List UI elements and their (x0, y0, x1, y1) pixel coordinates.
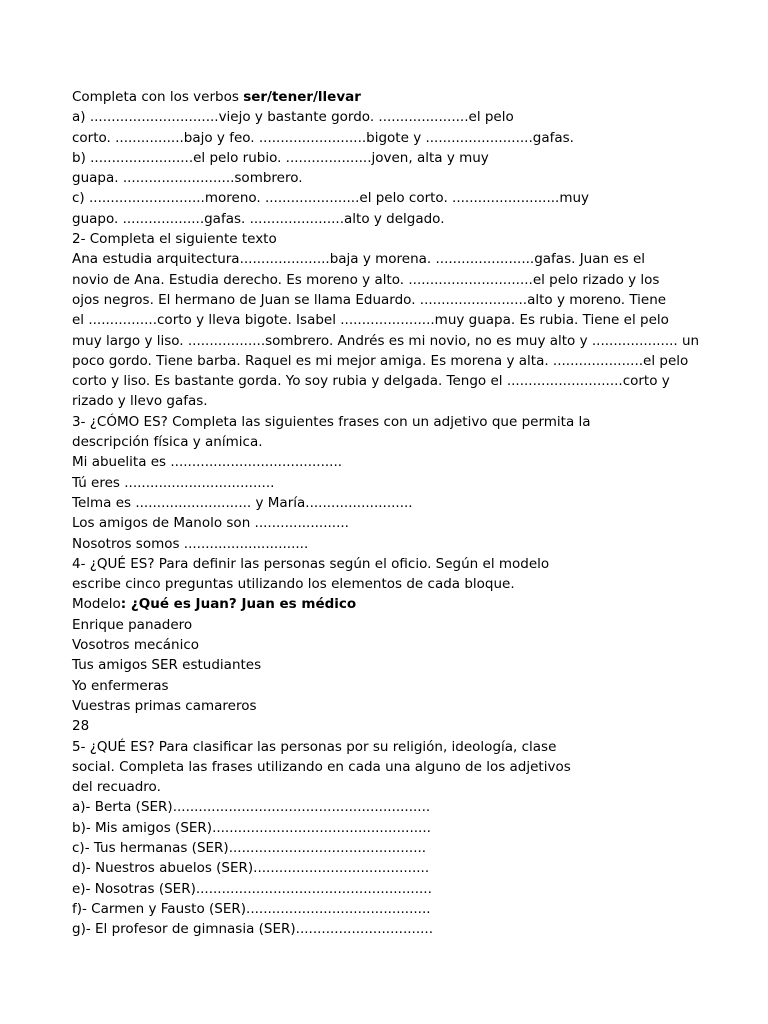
exercise1-line: a) ..............................viejo y bastante gordo. .....................el pelo (72, 109, 514, 126)
exercise3-sentence: Nosotros somos ............................. (72, 535, 309, 552)
exercise5-item: g)- El profesor de gimnasia (SER)................................ (72, 921, 433, 938)
exercise3-sentence: Telma es ........................... y María......................... (72, 494, 413, 511)
exercise5-item: e)- Nosotras (SER)....................................................... (72, 880, 432, 897)
page-number: 28 (72, 718, 90, 735)
model-example: : ¿Qué es Juan? Juan es médico (120, 596, 357, 613)
exercise3-title: descripción física y anímica. (72, 434, 263, 451)
exercise2-text-line: muy largo y liso. ..................sombrero. Andrés es mi novio, no es muy alto y .................... un (72, 332, 700, 349)
exercise1-line: guapo. ...................gafas. ......................alto y delgado. (72, 210, 445, 227)
exercise2-text-line: ojos negros. El hermano de Juan se llama Eduardo. .........................alto y moreno. Tiene (72, 291, 667, 308)
exercise5-title: social. Completa las frases utilizando en cada una alguno de los adjetivos (72, 758, 571, 775)
exercise5-item: b)- Mis amigos (SER)................................................... (72, 819, 431, 836)
exercise5-title: 5- ¿QUÉ ES? Para clasificar las personas por su religión, ideología, clase (72, 738, 557, 755)
exercise4-prompt: Tus amigos SER estudiantes (72, 657, 262, 674)
exercise5-item: c)- Tus hermanas (SER).............................................. (72, 839, 427, 856)
exercise-5 (72, 737, 702, 940)
exercise-4 (72, 554, 702, 716)
exercise2-text-line: el ................corto y lleva bigote. Isabel ......................muy guapa. Es rubia. Tiene el pelo (72, 312, 669, 329)
exercise4-prompt: Yo enfermeras (72, 677, 169, 694)
exercise1-line: guapa. ..........................sombrero. (72, 170, 303, 187)
exercise5-title: del recuadro. (72, 779, 161, 796)
exercise1-line: b) ........................el pelo rubio. ....................joven, alta y muy (72, 149, 489, 166)
exercise3-sentence: Tú eres ................................... (72, 474, 275, 491)
exercise4-prompt: Vuestras primas camareros (72, 697, 257, 714)
exercise4-title: escribe cinco preguntas utilizando los elementos de cada bloque. (72, 576, 515, 593)
instruction-text: Completa con los verbos (72, 89, 244, 105)
exercise5-item: f)- Carmen y Fausto (SER)........................................... (72, 900, 431, 917)
exercise1-line: c) ...........................moreno. ......................el pelo corto. .........................muy (72, 190, 590, 207)
exercise4-title: 4- ¿QUÉ ES? Para definir las personas según el oficio. Según el modelo (72, 555, 550, 572)
verbs-list: ser/tener/llevar (243, 89, 361, 105)
exercise5-item: d)- Nuestros abuelos (SER)......................................... (72, 860, 430, 877)
exercise4-model (72, 594, 702, 614)
exercise1-line: corto. ................bajo y feo. .........................bigote y .........................gafas. (72, 129, 574, 146)
exercise-2 (72, 229, 702, 412)
model-label: Modelo (72, 596, 121, 613)
exercise4-prompt: Vosotros mecánico (72, 637, 200, 654)
exercise2-text-line: poco gordo. Tiene barba. Raquel es mi mejor amiga. Es morena y alta. .....................el pelo (72, 352, 689, 369)
exercise2-text-line: rizado y llevo gafas. (72, 393, 208, 410)
exercise1-instruction (72, 87, 702, 107)
exercise5-item: a)- Berta (SER)............................................................ (72, 799, 431, 816)
exercise3-sentence: Los amigos de Manolo son ...................... (72, 515, 349, 532)
exercise3-title: 3- ¿CÓMO ES? Completa las siguientes frases con un adjetivo que permita la (72, 413, 591, 430)
exercise-3 (72, 412, 702, 554)
exercise2-text-line: Ana estudia arquitectura.....................baja y morena. .......................gafas. Juan es el (72, 251, 646, 268)
exercise3-sentence: Mi abuelita es ........................................ (72, 454, 343, 471)
exercise2-text-line: corto y liso. Es bastante gorda. Yo soy rubia y delgada. Tengo el ...........................corto y (72, 373, 670, 390)
worksheet-content (72, 87, 702, 939)
exercise2-text-line: novio de Ana. Estudia derecho. Es moreno y alto. .............................el pelo rizado y los (72, 271, 660, 288)
exercise4-prompt: Enrique panadero (72, 616, 193, 633)
exercise-1 (72, 87, 702, 229)
exercise2-title: 2- Completa el siguiente texto (72, 231, 277, 248)
